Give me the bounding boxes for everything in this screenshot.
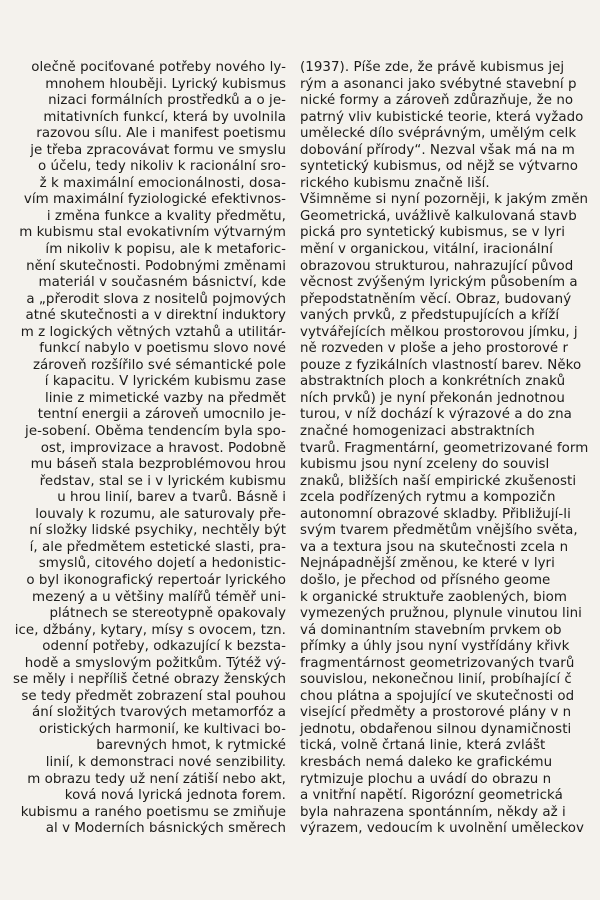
left-column-line: ková nová lyrická jednota forem. — [64, 788, 286, 804]
right-column-line: abstraktních ploch a konkrétních znaků — [300, 374, 566, 390]
right-column-line: značné homogenizaci abstraktních — [300, 424, 535, 440]
left-column-line: kubismu a raného poetismu se zmiňuje — [20, 804, 286, 820]
left-column-line: oristických harmonií, ke kultivaci bo- — [38, 721, 286, 737]
left-column-line: o účelu, tedy nikoliv k racionální sro- — [37, 159, 286, 175]
right-column-line: tvarů. Fragmentární, geometrizované form — [300, 440, 589, 456]
right-column-line: a vnitřní napětí. Rigorózní geometrická — [300, 788, 563, 804]
right-column-line: tická, volně črtaná linie, která zvlášt — [300, 738, 546, 754]
right-column-line: syntetický kubismus, od nějž se výtvarno — [300, 159, 579, 175]
left-column-line: atné skutečnosti a v direktní induktory — [25, 308, 286, 324]
right-column-line: vá dominantním stavebním prvkem ob — [300, 622, 562, 638]
left-text-column — [0, 60, 286, 838]
right-text-column — [300, 60, 600, 838]
left-column-line: se měly i nepříliš četné obrazy ženských — [13, 672, 286, 688]
right-column-line: obrazovou strukturou, nahrazující původ — [300, 258, 574, 274]
right-column-line: Všimněme si nyní pozorněji, k jakým změn — [300, 192, 589, 208]
right-column-line: kresbách nemá daleko ke grafickému — [300, 754, 553, 770]
right-column-line: pouze z fyzikálních vlastností barev. Něko — [300, 357, 582, 373]
right-column-line: pická pro syntetický kubismus, se v lyri — [300, 225, 565, 241]
left-column-line: m kubismu stal evokativním výtvarným — [19, 225, 286, 241]
right-column-line: ně rozveden v ploše a jeho prostorové r — [300, 341, 569, 357]
left-column-line: m obrazu tedy už není zátiší nebo akt, — [27, 771, 286, 787]
left-column-line: ž k maximální emocionálnosti, dosa- — [39, 175, 286, 191]
right-column-line: souvislou, nekonečnou linií, probíhající č — [300, 672, 572, 688]
right-column-line: vymezených pružnou, plynule vinutou lini — [300, 606, 582, 622]
right-column-line: zcela podřízených rytmu a kompozičn — [300, 490, 556, 506]
right-column-line: rým a asonanci jako svébytné stavební p — [300, 76, 577, 92]
right-column-line: Nejnápadnější změnou, ke které v lyri — [300, 556, 555, 572]
left-column-line: ice, džbány, kytary, mísy s ovocem, tzn. — [14, 622, 286, 638]
left-column-line: louvaly k rozumu, ale saturovaly pře- — [35, 506, 286, 522]
left-column-line: mitativních funkcí, která by uvolnila — [43, 109, 286, 125]
left-column-line: ní složky lidské psychiky, nechtěly být — [29, 523, 286, 539]
left-column-line: odenní potřeby, odkazující k bezsta- — [42, 639, 286, 655]
left-column-line: nění skutečnosti. Podobnými změnami — [26, 258, 286, 274]
right-column-line: věcnost zvýšeným lyrickým působením a — [300, 275, 578, 291]
left-column-line: a „přerodit slova z nositelů pojmových — [26, 291, 286, 307]
right-column-line: jednotu, obdařenou silnou dynamičnosti — [300, 721, 572, 737]
left-column-line: smyslů, citového dojetí a hedonistic- — [38, 556, 286, 572]
left-column-line: ání složitých tvarových metamorfóz a — [31, 705, 286, 721]
left-column-line: al v Moderních básnických směrech — [45, 821, 286, 837]
left-column-line: m z logických větných vztahů a utilitár- — [20, 324, 286, 340]
left-column-line: ředstav, stal se i v lyrickém kubismu — [39, 473, 286, 489]
right-column-line: Geometrická, uvážlivě kalkulovaná stavb — [300, 208, 577, 224]
right-column-line: dobování přírody“. Nezval však má na m — [300, 142, 575, 158]
right-column-line: fragmentárnost geometrizovaných tvarů — [300, 655, 575, 671]
right-column-line: přepodstatněním věcí. Obraz, budovaný — [300, 291, 572, 307]
left-column-line: linií, k demonstraci nové senzibility. — [45, 754, 286, 770]
left-column-line: mu báseň stala bezproblémovou hrou — [30, 457, 286, 473]
left-column-line: mezený a u většiny malířů téměř uni- — [32, 589, 286, 605]
right-column-line: znaků, bližších naší empirické zkušenosti — [300, 473, 577, 489]
left-column-line: o byl ikonografický repertoár lyrického — [26, 572, 286, 588]
right-column-line: kubismu jsou nyní zceleny do souvisl — [300, 457, 550, 473]
left-column-line: u hrou linií, barev a tvarů. Básně i — [57, 490, 286, 506]
right-column-line: patrný vliv kubistické teorie, která vyžado — [300, 109, 584, 125]
right-column-line: svým tvarem předmětům vnějšího světa, — [300, 523, 578, 539]
left-column-line: materiál v současném básnictví, kde — [38, 275, 286, 291]
right-column-line: vytvářejících mělkou prostorovou jímku, j — [300, 324, 578, 340]
left-column-line: ím nikoliv k popisu, ale k metaforic- — [45, 242, 286, 258]
left-column-line: razovou sílu. Ale i manifest poetismu — [36, 126, 286, 142]
right-column-line: (1937). Píše zde, že právě kubismus jej — [300, 60, 565, 75]
right-column-line: autonomní obrazové skladby. Přibližují-li — [300, 506, 571, 522]
left-column-line: tentní energii a zároveň umocnilo je- — [37, 407, 286, 423]
right-column-line: byla nahrazena spontánním, někdy až i — [300, 804, 566, 820]
right-column-line: mění v organickou, vitální, iracionální — [300, 242, 553, 258]
left-column-line: mnohem hlouběji. Lyrický kubismus — [45, 76, 286, 92]
right-column-line: turou, v níž dochází k výrazové a do zna — [300, 407, 572, 423]
left-column-line: i změna funkce a kvality předmětu, — [46, 208, 286, 224]
left-column-line: je-sobení. Oběma tendencím byla spo- — [25, 424, 286, 440]
right-column-line: rického kubismu značně liší. — [300, 175, 490, 191]
left-column-line: je třeba zpracovávat formu ve smyslu — [30, 142, 286, 158]
left-column-line: se tedy předmět zobrazení stal pouhou — [21, 688, 286, 704]
left-column-line: barevných hmot, k rytmické — [96, 738, 286, 754]
right-column-line: va a textura jsou na skutečnosti zcela n — [300, 539, 569, 555]
left-column-line: linie z mimetické vazby na předmět — [44, 390, 286, 406]
right-column-line: umělecké dílo svéprávným, umělým celk — [300, 126, 577, 142]
left-column-line: funkcí nabylo v poetismu slovo nové — [39, 341, 286, 357]
left-column-line: ost, improvizace a hravost. Podobně — [40, 440, 286, 456]
left-column-line: í kapacitu. V lyrickém kubismu zase — [44, 374, 286, 390]
right-column-line: došlo, je přechod od přísného geome — [300, 572, 551, 588]
right-column-line: vaných prvků, z předstupujících a kříží — [300, 308, 560, 324]
left-column-line: vím maximální fyziologické efektivnos- — [23, 192, 286, 208]
right-column-line: přímky a úhly jsou nyní vystřídány křivk — [300, 639, 570, 655]
right-column-line: ních prvků) je nyní překonán jednotnou — [300, 390, 565, 406]
left-column-line: zároveň rozšířilo své sémantické pole — [32, 357, 286, 373]
left-column-line: í, ale předmětem estetické slasti, pra- — [29, 539, 286, 555]
left-column-line: olečně pociťované potřeby nového ly- — [31, 60, 286, 75]
right-column-line: rytmizuje plochu a uvádí do obrazu n — [300, 771, 552, 787]
right-column-line: chou plátna a spojující ve skutečnosti od — [300, 688, 575, 704]
left-column-line: nizaci formálních prostředků a o je- — [48, 93, 286, 109]
left-column-line: hodě a smyslovým požitkům. Týtéž vý- — [24, 655, 286, 671]
right-column-line: visející předměty a prostorové plány v n — [300, 705, 572, 721]
right-column-line: výrazem, vedoucím k uvolnění uměleckov — [300, 821, 585, 837]
right-column-line: k organické struktuře zaoblených, biom — [300, 589, 567, 605]
right-column-line: nické formy a zároveň zdůrazňuje, že no — [300, 93, 574, 109]
left-column-line: plátnech se stereotypně opakovaly — [49, 606, 286, 622]
